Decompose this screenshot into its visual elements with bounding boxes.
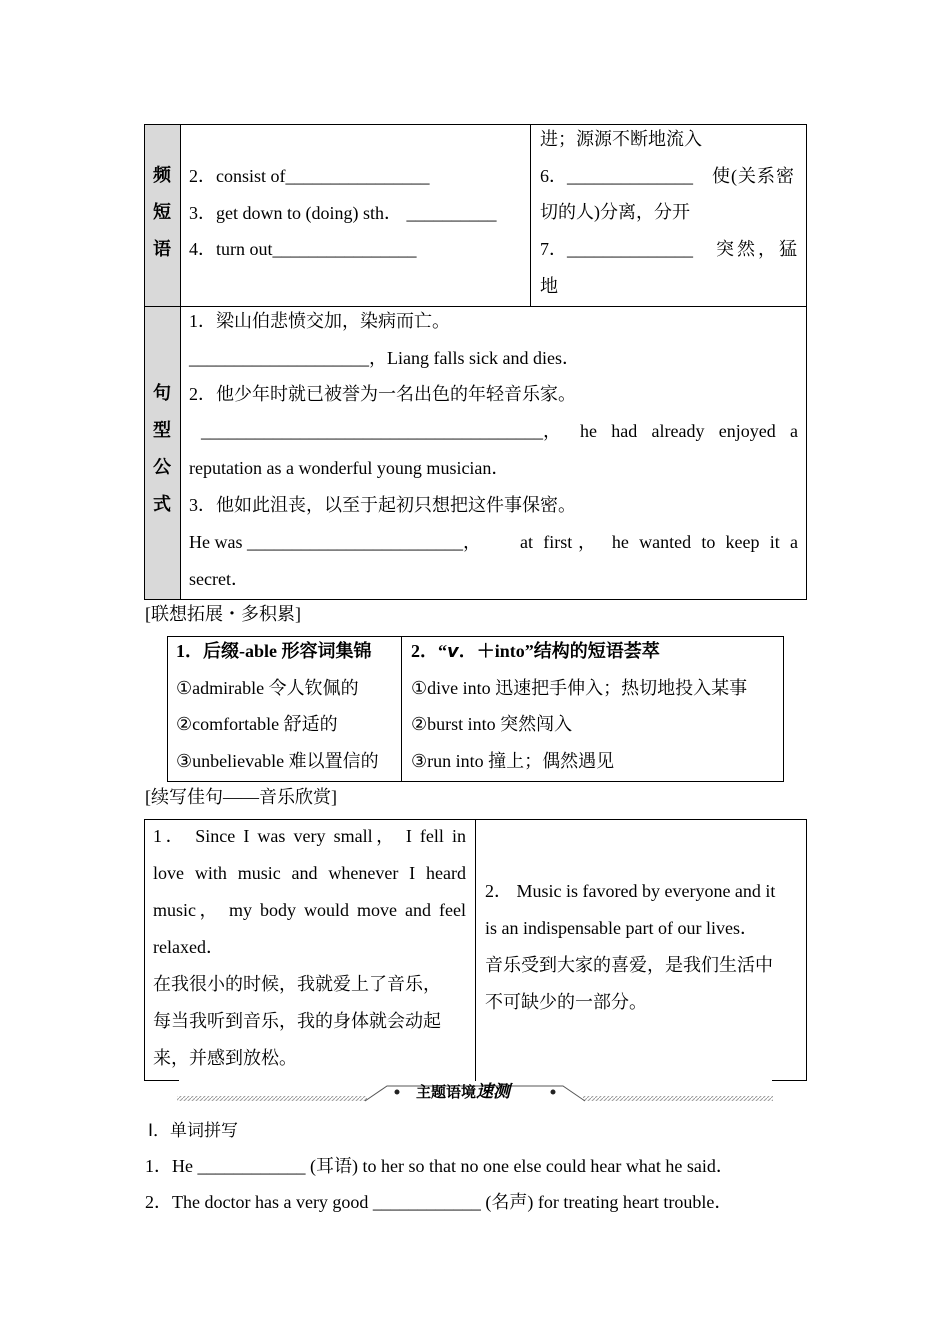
exercise-question-2: 2．The doctor has a very good ____________ (名声) for treating heart trouble． (145, 1192, 733, 1212)
expand-col2-item-3: ③run into 撞上；偶然遇见 (411, 751, 615, 771)
expand-col2-item-1: ①dive into 迅速把手伸入；热切地投入某事 (411, 678, 748, 698)
sentence-category-char-2: 型 (153, 420, 171, 440)
writing-table-right (806, 819, 807, 1081)
phrase-category-char-3: 语 (153, 239, 171, 259)
writing-left-cn-1: 在我很小的时候，我就爱上了音乐， (153, 974, 441, 994)
banner-dot-left (395, 1090, 400, 1095)
phrase-item-7-meaning: 突然，猛 (716, 239, 800, 259)
expand-col1-item-3: ③unbelievable 难以置信的 (176, 751, 379, 771)
writing-right-cn-1: 音乐受到大家的喜爱，是我们生活中 (485, 955, 773, 975)
table-divider-phrases (530, 124, 531, 307)
sentence-3-english-cont: secret． (189, 569, 249, 589)
writing-right-cn-2: 不可缺少的一部分。 (485, 992, 647, 1012)
banner-dot-right (551, 1090, 556, 1095)
phrase-category-char-2: 短 (153, 202, 171, 222)
writing-left-cn-3: 来，并感到放松。 (153, 1048, 297, 1068)
sentence-3-chinese: 3．他如此沮丧，以至于起初只想把这件事保密。 (189, 495, 576, 515)
phrase-item-4: 4．turn out________________ (189, 239, 417, 259)
phrase-item-2: 2．consist of________________ (189, 166, 430, 186)
sentence-3-english-blank: He was ________________________， (189, 532, 481, 552)
writing-table-bottom-right (772, 1080, 807, 1081)
phrase-item-7-blank: 7．______________ (540, 239, 693, 259)
phrase-item-6-meaning: 使(关系密 (712, 166, 795, 186)
banner-title (416, 1082, 510, 1102)
writing-left-en-1: 1． Since I was very small， I fell in (153, 826, 466, 846)
writing-table-bottom-left (144, 1080, 179, 1081)
banner-hatch-right (583, 1096, 773, 1101)
sentence-category-char-1: 句 (153, 383, 171, 403)
writing-right-en-2: is an indispensable part of our lives． (485, 918, 758, 938)
writing-left-en-4: relaxed． (153, 937, 224, 957)
phrase-item-5-continued: 进；源源不断地流入 (540, 129, 702, 149)
banner-title-b: 速测 (476, 1082, 511, 1102)
sentence-2-english-blank: ______________________________________， (201, 421, 561, 441)
table-divider-category (180, 124, 181, 600)
writing-left-cn-2: 每当我听到音乐，我的身体就会动起 (153, 1011, 441, 1031)
writing-table-divider (475, 819, 476, 1081)
sentence-2-english-cont: reputation as a wonderful young musician． (189, 458, 510, 478)
expand-table-divider (401, 636, 402, 782)
phrase-item-6-blank: 6．______________ (540, 166, 693, 186)
sentence-category-char-4: 式 (153, 494, 171, 514)
sentence-1-chinese: 1．梁山伯悲愤交加，染病而亡。 (189, 311, 450, 331)
writing-left-en-2: love with music and whenever I heard (153, 863, 466, 883)
writing-table-left (144, 819, 145, 1081)
phrase-item-3: 3．get down to (doing) sth． __________ (189, 203, 497, 223)
expand-col2-item-2: ②burst into 突然闯入 (411, 714, 573, 734)
writing-heading: [续写佳句——音乐欣赏] (145, 787, 337, 807)
writing-right-en-1: 2． Music is favored by everyone and it (485, 881, 776, 901)
expand-col1-title: 1．后缀-able 形容词集锦 (176, 641, 372, 661)
banner-hatch-left (177, 1096, 367, 1101)
expand-col2-title-a: 2．“ (411, 641, 447, 661)
table-divider-row (144, 306, 807, 307)
phrase-item-6-meaning-cont: 切的人)分离，分开 (540, 202, 690, 222)
sentence-category-char-3: 公 (153, 457, 171, 477)
sentence-2-chinese: 2．他少年时就已被誉为一名出色的年轻音乐家。 (189, 384, 576, 404)
phrase-item-7-meaning-cont: 地 (540, 276, 558, 296)
expand-col2-title (411, 640, 660, 663)
expand-col1-item-1: ①admirable 令人钦佩的 (176, 678, 359, 698)
expand-col1-item-2: ②comfortable 舒适的 (176, 714, 338, 734)
exercise-section-title: Ⅰ．单词拼写 (148, 1121, 239, 1141)
sentence-1-english: ____________________，Liang falls sick and dies． (189, 348, 580, 368)
expand-heading: [联想拓展・多积累] (145, 604, 301, 624)
sentence-3-english-rest: at first， he wanted to keep it a (520, 532, 798, 552)
banner-title-a: 主题语境 (416, 1083, 477, 1101)
expand-col2-title-b: ．＋into”结构的短语荟萃 (458, 641, 660, 661)
sentence-2-english-rest: he had already enjoyed a (580, 421, 798, 441)
writing-left-en-3: music， my body would move and feel (153, 900, 466, 920)
phrase-category-char-1: 频 (153, 165, 171, 185)
expand-col2-title-v: v (447, 641, 459, 662)
exercise-question-1: 1．He ____________ (耳语) to her so that no one else could hear what he said． (145, 1156, 734, 1176)
